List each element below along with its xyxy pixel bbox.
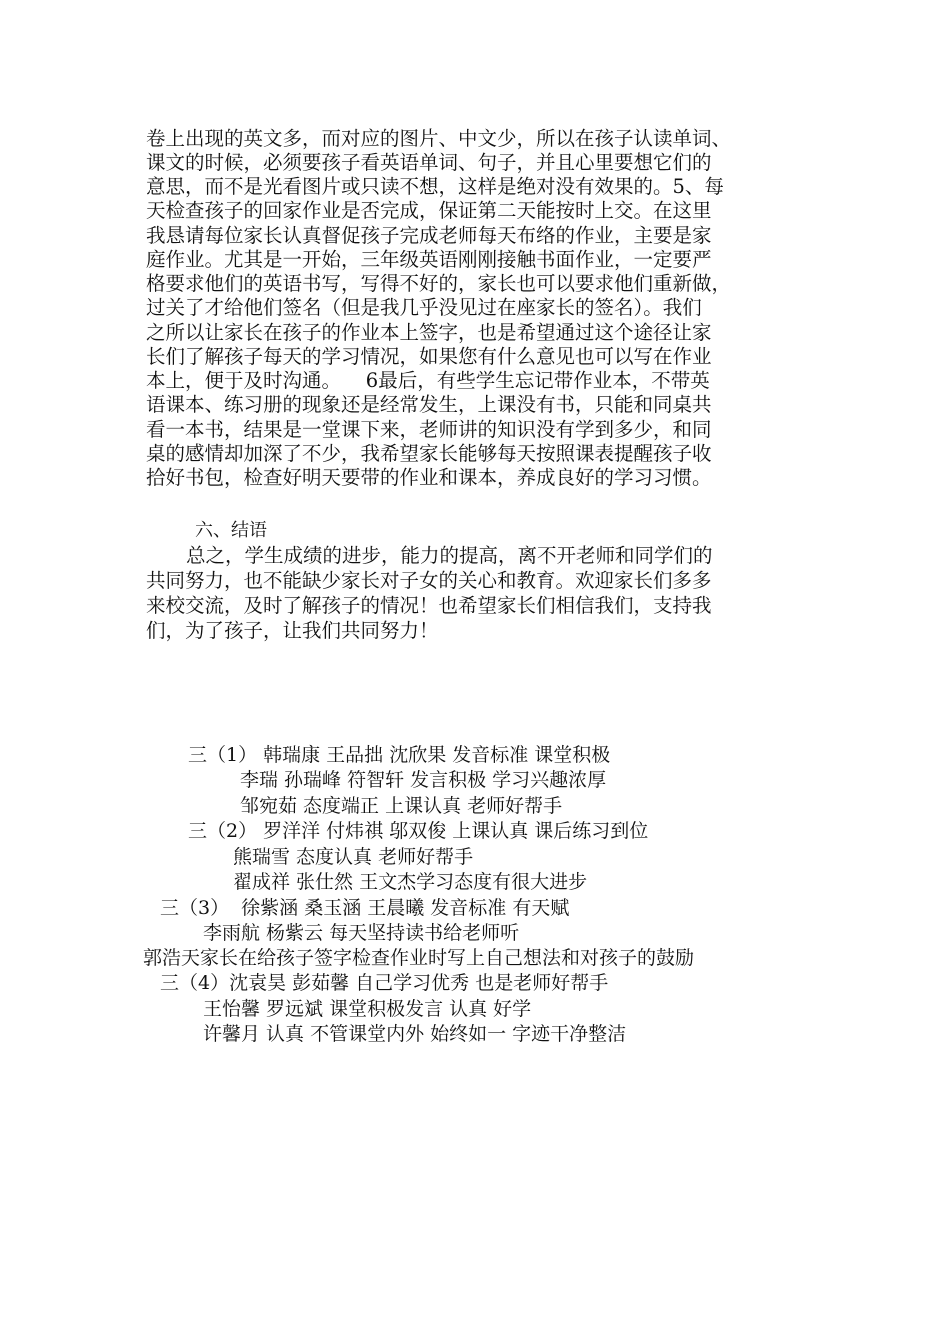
body-line: 卷上出现的英文多，而对应的图片、中文少，所以在孩子认读单词、: [146, 127, 732, 150]
notes-line: 郭浩天家长在给孩子签字检查作业时写上自己想法和对孩子的鼓励: [143, 947, 695, 969]
body-line: 我恳请每位家长认真督促孩子完成老师每天布络的作业，主要是家: [146, 224, 712, 247]
body-line: 庭作业。尤其是一开始，三年级英语刚刚接触书面作业，一定要严: [146, 248, 712, 271]
conclusion-line: 来校交流，及时了解孩子的情况！也希望家长们相信我们，支持我: [146, 594, 712, 617]
notes-line: 李瑞 孙瑞峰 符智轩 发言积极 学习兴趣浓厚: [240, 769, 607, 791]
body-line: 意思，而不是光看图片或只读不想，这样是绝对没有效果的。5、每: [146, 175, 724, 198]
conclusion-line: 总之，学生成绩的进步，能力的提高，离不开老师和同学们的: [186, 544, 713, 567]
section-heading: 六、结语: [195, 520, 267, 541]
body-line: 长们了解孩子每天的学习情况，如果您有什么意见也可以写在作业: [146, 345, 712, 368]
body-line: 拾好书包，检查好明天要带的作业和课本，养成良好的学习习惯。: [146, 466, 712, 489]
conclusion-line: 共同努力，也不能缺少家长对子女的关心和教育。欢迎家长们多多: [146, 569, 712, 592]
notes-line: 三（3） 徐紫涵 桑玉涵 王晨曦 发音标准 有天赋: [160, 897, 570, 919]
body-line: 本上，便于及时沟通。 6最后，有些学生忘记带作业本，不带英: [146, 369, 710, 392]
notes-line: 三（4）沈袁昊 彭茹馨 自己学习优秀 也是老师好帮手: [160, 972, 609, 994]
notes-line: 王怡馨 罗远斌 课堂积极发言 认真 好学: [203, 998, 532, 1020]
notes-line: 许馨月 认真 不管课堂内外 始终如一 字迹干净整洁: [203, 1023, 627, 1045]
notes-line: 邹宛茹 态度端正 上课认真 老师好帮手: [240, 795, 563, 817]
conclusion-line: 们，为了孩子，让我们共同努力！: [146, 619, 439, 642]
notes-line: 李雨航 杨紫云 每天坚持读书给老师听: [203, 922, 520, 944]
notes-line: 翟成祥 张仕然 王文杰学习态度有很大进步: [233, 871, 588, 893]
notes-line: 熊瑞雪 态度认真 老师好帮手: [233, 846, 474, 868]
body-line: 天检查孩子的回家作业是否完成，保证第二天能按时上交。在这里: [146, 199, 712, 222]
body-line: 格要求他们的英语书写，写得不好的，家长也可以要求他们重新做，: [146, 272, 732, 295]
body-line: 过关了才给他们签名（但是我几乎没见过在座家长的签名）。我们: [146, 296, 702, 319]
body-line: 课文的时候，必须要孩子看英语单词、句子，并且心里要想它们的: [146, 151, 712, 174]
body-line: 之所以让家长在孩子的作业本上签字，也是希望通过这个途径让家: [146, 321, 712, 344]
notes-line: 三（2） 罗洋洋 付炜祺 邬双俊 上课认真 课后练习到位: [188, 820, 649, 842]
body-line: 桌的感情却加深了不少，我希望家长能够每天按照课表提醒孩子收: [146, 442, 712, 465]
body-line: 看一本书，结果是一堂课下来，老师讲的知识没有学到多少，和同: [146, 418, 712, 441]
notes-line: 三（1） 韩瑞康 王品拙 沈欣果 发音标准 课堂积极: [188, 744, 611, 766]
body-line: 语课本、练习册的现象还是经常发生，上课没有书，只能和同桌共: [146, 393, 712, 416]
